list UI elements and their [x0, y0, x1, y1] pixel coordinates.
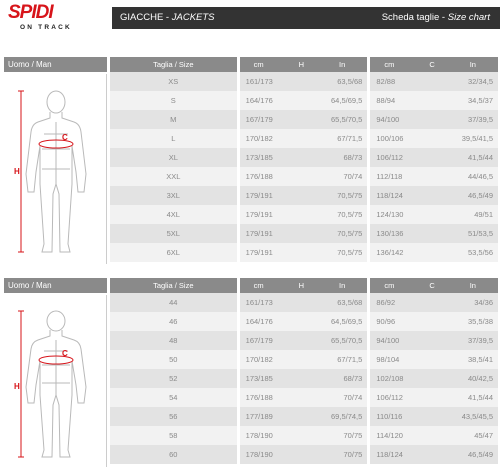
size-table — [110, 57, 498, 262]
height-in-cell: 70,5/75 — [296, 186, 367, 205]
table-header-row — [110, 278, 498, 293]
chest-in-cell: 51/53,5 — [427, 224, 498, 243]
chest-cm-cell: 102/108 — [370, 369, 426, 388]
chest-in-cell: 46,5/49 — [427, 445, 498, 464]
height-label: H — [14, 167, 20, 176]
size-cell: 50 — [110, 350, 237, 369]
table-row — [110, 426, 498, 445]
table-row — [110, 148, 498, 167]
chest-in-cell: 32/34,5 — [427, 72, 498, 91]
height-column-header: cm H In — [240, 57, 368, 72]
size-cell: 52 — [110, 369, 237, 388]
size-cell: 5XL — [110, 224, 237, 243]
chest-cm-cell: 136/142 — [370, 243, 426, 262]
height-in-cell: 68/73 — [296, 369, 367, 388]
chest-in-cell: 37/39,5 — [427, 331, 498, 350]
size-table — [110, 278, 498, 464]
table-row — [110, 129, 498, 148]
size-column-header: Taglia / Size — [110, 57, 237, 72]
table-row — [110, 331, 498, 350]
size-cell: 4XL — [110, 205, 237, 224]
left-header: Uomo / Man — [4, 57, 107, 72]
table-row — [110, 91, 498, 110]
left-header: Uomo / Man — [4, 278, 107, 293]
brand-name: SPIDI — [8, 2, 53, 23]
table-row — [110, 312, 498, 331]
chest-in-cell: 34,5/37 — [427, 91, 498, 110]
page-header — [0, 0, 500, 37]
table-row — [110, 388, 498, 407]
height-cm-cell: 173/185 — [240, 369, 296, 388]
size-cell: 58 — [110, 426, 237, 445]
height-in-cell: 70/74 — [296, 167, 367, 186]
chest-cm-cell: 94/100 — [370, 110, 426, 129]
height-cm-cell: 179/191 — [240, 186, 296, 205]
table-row — [110, 72, 498, 91]
table-row — [110, 167, 498, 186]
header-bar — [112, 7, 500, 29]
body-figure — [4, 295, 107, 467]
body-figure — [4, 74, 107, 264]
height-cm-cell: 178/190 — [240, 426, 296, 445]
height-label: H — [14, 382, 20, 391]
height-cm-cell: 170/182 — [240, 129, 296, 148]
chest-cm-cell: 114/120 — [370, 426, 426, 445]
body-silhouette-icon — [4, 295, 107, 467]
chest-cm-cell: 124/130 — [370, 205, 426, 224]
height-in-cell: 70/75 — [296, 426, 367, 445]
size-cell: M — [110, 110, 237, 129]
height-in-cell: 63,5/68 — [296, 293, 367, 312]
chest-label: C — [62, 133, 68, 142]
table-row — [110, 407, 498, 426]
chest-in-cell: 43,5/45,5 — [427, 407, 498, 426]
size-cell: S — [110, 91, 237, 110]
chest-in-cell: 41,5/44 — [427, 388, 498, 407]
table-row — [110, 243, 498, 262]
chest-in-cell: 35,5/38 — [427, 312, 498, 331]
size-column-header: Taglia / Size — [110, 278, 237, 293]
chest-cm-cell: 118/124 — [370, 186, 426, 205]
table-row — [110, 445, 498, 464]
chest-cm-cell: 98/104 — [370, 350, 426, 369]
chest-label: C — [62, 349, 68, 358]
table-row — [110, 110, 498, 129]
chest-cm-cell: 82/88 — [370, 72, 426, 91]
chest-in-cell: 45/47 — [427, 426, 498, 445]
height-in-cell: 64,5/69,5 — [296, 91, 367, 110]
height-in-cell: 64,5/69,5 — [296, 312, 367, 331]
size-cell: 48 — [110, 331, 237, 350]
chest-column-header: cm C In — [370, 57, 498, 72]
height-cm-cell: 179/191 — [240, 224, 296, 243]
height-in-cell: 69,5/74,5 — [296, 407, 367, 426]
chest-cm-cell: 106/112 — [370, 148, 426, 167]
size-cell: XXL — [110, 167, 237, 186]
height-cm-cell: 178/190 — [240, 445, 296, 464]
size-cell: 6XL — [110, 243, 237, 262]
height-cm-cell: 161/173 — [240, 293, 296, 312]
height-in-cell: 70,5/75 — [296, 205, 367, 224]
chest-cm-cell: 94/100 — [370, 331, 426, 350]
table-row — [110, 186, 498, 205]
chest-cm-cell: 90/96 — [370, 312, 426, 331]
chest-cm-cell: 130/136 — [370, 224, 426, 243]
chest-cm-cell: 88/94 — [370, 91, 426, 110]
height-in-cell: 68/73 — [296, 148, 367, 167]
brand-tagline: ON TRACK — [20, 24, 72, 31]
height-in-cell: 67/71,5 — [296, 129, 367, 148]
height-in-cell: 70,5/75 — [296, 224, 367, 243]
height-cm-cell: 173/185 — [240, 148, 296, 167]
table-row — [110, 224, 498, 243]
chest-in-cell: 53,5/56 — [427, 243, 498, 262]
chest-column-header: cm C In — [370, 278, 498, 293]
size-cell: 46 — [110, 312, 237, 331]
chest-in-cell: 44/46,5 — [427, 167, 498, 186]
chest-in-cell: 49/51 — [427, 205, 498, 224]
height-cm-cell: 170/182 — [240, 350, 296, 369]
height-cm-cell: 167/179 — [240, 331, 296, 350]
chest-cm-cell: 100/106 — [370, 129, 426, 148]
height-in-cell: 65,5/70,5 — [296, 110, 367, 129]
chest-in-cell: 41,5/44 — [427, 148, 498, 167]
height-in-cell: 70,5/75 — [296, 243, 367, 262]
height-column-header: cm H In — [240, 278, 368, 293]
height-in-cell: 70/75 — [296, 445, 367, 464]
height-in-cell: 65,5/70,5 — [296, 331, 367, 350]
size-cell: 60 — [110, 445, 237, 464]
height-cm-cell: 161/173 — [240, 72, 296, 91]
table-header-row — [110, 57, 498, 72]
brand-logo — [8, 4, 98, 34]
height-cm-cell: 179/191 — [240, 205, 296, 224]
chart-title: Scheda taglie - Size chart — [381, 12, 490, 23]
height-in-cell: 67/71,5 — [296, 350, 367, 369]
size-cell: 44 — [110, 293, 237, 312]
size-cell: L — [110, 129, 237, 148]
height-cm-cell: 177/189 — [240, 407, 296, 426]
chest-in-cell: 39,5/41,5 — [427, 129, 498, 148]
height-cm-cell: 167/179 — [240, 110, 296, 129]
chest-in-cell: 46,5/49 — [427, 186, 498, 205]
height-cm-cell: 179/191 — [240, 243, 296, 262]
chest-cm-cell: 118/124 — [370, 445, 426, 464]
chest-in-cell: 37/39,5 — [427, 110, 498, 129]
size-cell: XS — [110, 72, 237, 91]
chest-in-cell: 40/42,5 — [427, 369, 498, 388]
height-cm-cell: 164/176 — [240, 91, 296, 110]
chest-cm-cell: 110/116 — [370, 407, 426, 426]
size-cell: XL — [110, 148, 237, 167]
body-silhouette-icon — [4, 74, 107, 264]
chest-in-cell: 34/36 — [427, 293, 498, 312]
size-cell: 3XL — [110, 186, 237, 205]
chest-in-cell: 38,5/41 — [427, 350, 498, 369]
height-cm-cell: 176/188 — [240, 167, 296, 186]
table-row — [110, 350, 498, 369]
table-row — [110, 369, 498, 388]
height-in-cell: 70/74 — [296, 388, 367, 407]
size-cell: 56 — [110, 407, 237, 426]
chest-cm-cell: 106/112 — [370, 388, 426, 407]
category-title: GIACCHE - JACKETS — [120, 12, 215, 23]
chest-cm-cell: 86/92 — [370, 293, 426, 312]
chest-cm-cell: 112/118 — [370, 167, 426, 186]
height-cm-cell: 164/176 — [240, 312, 296, 331]
height-in-cell: 63,5/68 — [296, 72, 367, 91]
table-row — [110, 205, 498, 224]
table-row — [110, 293, 498, 312]
size-cell: 54 — [110, 388, 237, 407]
height-cm-cell: 176/188 — [240, 388, 296, 407]
